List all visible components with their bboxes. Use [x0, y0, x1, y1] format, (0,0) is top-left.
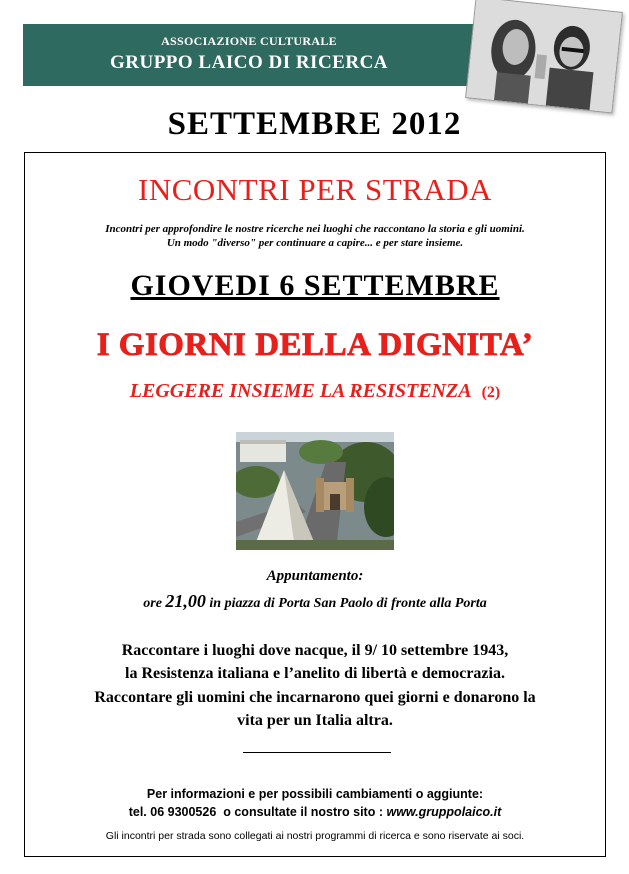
- description-line-1: Raccontare i luoghi dove nacque, il 9/ 10 settembre 1943,: [121, 642, 509, 659]
- event-subtitle: [24, 380, 606, 403]
- intro-line-2: Un modo "diverso" per continuare a capire... e per stare insieme.: [166, 237, 464, 249]
- contact-details: [24, 805, 606, 819]
- divider-line: [243, 752, 391, 753]
- appointment-time: 21,00: [165, 591, 206, 611]
- contact-info-line: Per informazioni e per possibili cambiamenti o aggiunte:: [146, 787, 484, 801]
- month-heading: SETTEMBRE 2012: [167, 106, 462, 142]
- phone-label: tel.: [128, 805, 147, 819]
- subtitle-number: (2): [481, 384, 501, 401]
- website-link[interactable]: www.gruppolaico.it: [386, 805, 502, 819]
- appointment-place: in piazza di Porta San Paolo di fronte alla Porta: [209, 596, 487, 611]
- site-label: o consultate il nostro sito :: [223, 805, 383, 819]
- subtitle-text: LEGGERE INSIEME LA RESISTENZA: [129, 380, 472, 402]
- phone-number: 06 9300526: [150, 805, 217, 819]
- description-line-4: vita per un Italia altra.: [237, 712, 393, 729]
- appointment-prefix: ore: [143, 596, 162, 611]
- description-line-2: la Resistenza italiana e l’anelito di libertà e democrazia.: [125, 665, 505, 682]
- association-label: ASSOCIAZIONE CULTURALE: [161, 34, 337, 48]
- event-headline: I GIORNI DELLA DIGNITA’: [96, 327, 534, 363]
- association-name: GRUPPO LAICO DI RICERCA: [109, 52, 389, 73]
- porta-san-paolo-photo: [236, 432, 394, 550]
- intro-line-1: Incontri per approfondire le nostre ricerche nei luoghi che raccontano la storia e gli uomini.: [105, 223, 525, 235]
- event-date: GIOVEDI 6 SETTEMBRE: [130, 269, 500, 302]
- series-title: INCONTRI PER STRADA: [138, 172, 492, 207]
- description-line-3: Raccontare gli uomini che incarnarono quei giorni e donarono la: [94, 689, 536, 706]
- footer-note: Gli incontri per strada sono collegati ai nostri programmi di ricerca e sono riservate ai soci.: [105, 830, 525, 842]
- appointment-details: [24, 591, 606, 612]
- founders-photo: [465, 0, 623, 113]
- association-banner: [23, 24, 475, 86]
- appointment-label: Appuntamento:: [266, 568, 364, 584]
